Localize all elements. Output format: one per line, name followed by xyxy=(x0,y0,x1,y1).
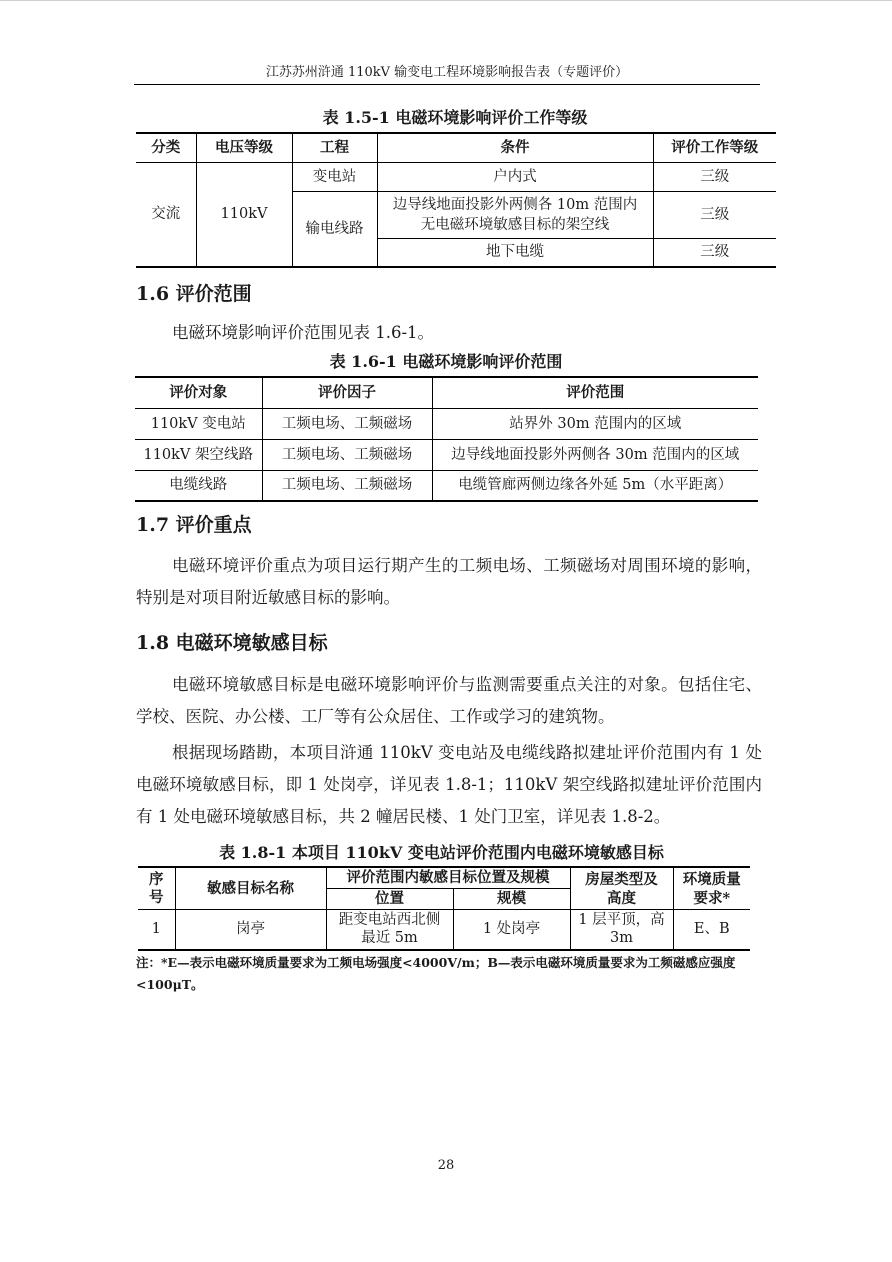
table-cell: 站界外 30m 范围内的区域 xyxy=(432,408,758,439)
condition-line: 边导线地面投影外两侧各 10m 范围内 xyxy=(392,196,638,213)
table-cell: 电缆管廊两侧边缘各外延 5m（水平距离） xyxy=(432,470,758,501)
section-heading-1-6: 1.6 评价范围 xyxy=(136,283,252,305)
section-heading-1-8: 1.8 电磁环境敏感目标 xyxy=(136,632,328,654)
table-header-cell xyxy=(570,867,673,910)
table-header-cell: 位置 xyxy=(326,889,453,910)
table-header-cell xyxy=(673,867,750,910)
header-text: 环境质量要求* xyxy=(682,870,741,907)
table-cell: 地下电缆 xyxy=(377,238,653,267)
table-header-cell: 工程 xyxy=(292,133,377,162)
table-header-cell xyxy=(138,867,175,910)
table-header-cell: 条件 xyxy=(377,133,653,162)
table-cell: 变电站 xyxy=(292,162,377,191)
table-header-cell: 评价工作等级 xyxy=(653,133,776,162)
table-header-cell: 规模 xyxy=(453,889,570,910)
table-1-5-1 xyxy=(136,132,776,268)
table-header-cell: 评价范围 xyxy=(432,377,758,408)
top-border xyxy=(0,0,892,1)
table-1-6-1-caption: 表 1.6-1 电磁环境影响评价范围 xyxy=(329,352,563,371)
table-row xyxy=(135,408,758,439)
table-cell: 三级 xyxy=(653,238,776,267)
table-header-cell: 评价范围内敏感目标位置及规模 xyxy=(326,867,570,889)
table-row xyxy=(138,910,750,950)
table-cell: 户内式 xyxy=(377,162,653,191)
table-cell: 工频电场、工频磁场 xyxy=(262,439,432,470)
table-cell: E、B xyxy=(673,910,750,950)
table-row xyxy=(135,470,758,501)
table-cell: 工频电场、工频磁场 xyxy=(262,470,432,501)
condition-line: 无电磁环境敏感目标的架空线 xyxy=(420,216,610,233)
table-header-cell: 评价对象 xyxy=(169,383,228,401)
table-cell: 1 处岗亭 xyxy=(453,910,570,950)
table-1-8-1-caption: 表 1.8-1 本项目 110kV 变电站评价范围内电磁环境敏感目标 xyxy=(219,843,664,862)
running-header: 江苏苏州浒通 110kV 输变电工程环境影响报告表（专题评价） xyxy=(265,65,629,80)
table-1-5-1-caption: 表 1.5-1 电磁环境影响评价工作等级 xyxy=(322,108,588,127)
table-note: 注：*E—表示电磁环境质量要求为工频电场强度<4000V/m；B—表示电磁环境质量要求为工频磁感应强度<100μT。 xyxy=(136,955,736,992)
table-cell: 1 xyxy=(151,921,161,938)
table-cell: 边导线地面投影外两侧各 30m 范围内的区域 xyxy=(432,439,758,470)
table-cell: 电缆线路 xyxy=(169,477,228,494)
table-header-cell: 电压等级 xyxy=(196,133,292,162)
cell-text: 1 层平顶，高 3m xyxy=(578,912,665,947)
table-header-cell: 评价因子 xyxy=(262,377,432,408)
table-cell: 输电线路 xyxy=(292,191,377,267)
table-cell xyxy=(570,910,673,950)
table-header-cell: 敏感目标名称 xyxy=(175,867,326,910)
header-text: 房屋类型及高度 xyxy=(585,870,658,907)
header-rule xyxy=(134,84,760,85)
section-heading-1-7: 1.7 评价重点 xyxy=(136,514,252,536)
table-cell: 110kV 变电站 xyxy=(150,415,246,432)
table-cell-category: 交流 xyxy=(136,162,196,267)
page-number: 28 xyxy=(437,1158,455,1173)
paragraph: 电磁环境影响评价范围见表 1.6-1。 xyxy=(172,323,435,342)
paragraph: 根据现场踏勘，本项目浒通 110kV 变电站及电缆线路拟建址评价范围内有 1 处电磁环境敏感目标，即 1 处岗亭，详见表 1.8-1；110kV 架空线路拟建址评价范围内有 1 处电磁环境敏感目标，共 2 幢居民楼、1 处门卫室，详见表 1.8-2。 xyxy=(136,743,762,826)
table-row xyxy=(135,439,758,470)
table-cell: 三级 xyxy=(653,191,776,238)
table-cell: 三级 xyxy=(653,162,776,191)
table-cell: 110kV 架空线路 xyxy=(143,446,254,463)
paragraph: 电磁环境评价重点为项目运行期产生的工频电场、工频磁场对周围环境的影响，特别是对项目附近敏感目标的影响。 xyxy=(136,556,762,607)
table-header-cell: 分类 xyxy=(151,138,181,156)
table-cell xyxy=(326,910,453,950)
table-1-6-1 xyxy=(135,376,758,502)
paragraph: 电磁环境敏感目标是电磁环境影响评价与监测需要重点关注的对象。包括住宅、学校、医院、办公楼、工厂等有公众居住、工作或学习的建筑物。 xyxy=(136,675,762,726)
header-text: 序号 xyxy=(149,870,164,906)
cell-text: 距变电站西北侧最近 5m xyxy=(338,912,441,947)
table-cell-voltage: 110kV xyxy=(196,162,292,267)
table-cell: 工频电场、工频磁场 xyxy=(262,408,432,439)
table-1-8-1 xyxy=(138,866,750,951)
table-cell: 岗亭 xyxy=(175,910,326,950)
table-cell xyxy=(377,191,653,238)
